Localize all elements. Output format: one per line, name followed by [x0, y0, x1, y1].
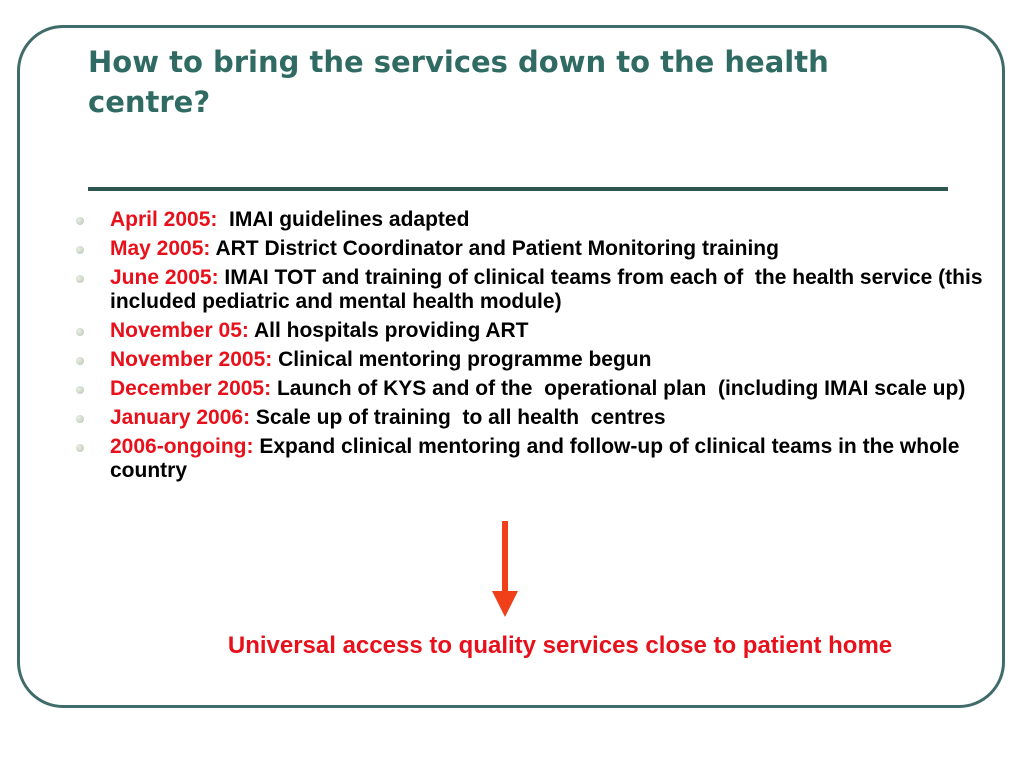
list-item	[76, 377, 1006, 401]
title-divider	[88, 187, 948, 191]
list-item	[76, 406, 1006, 430]
list-item	[76, 319, 1006, 343]
list-item	[76, 208, 1006, 232]
item-date: December 2005:	[110, 377, 272, 400]
bullet-icon	[76, 217, 84, 225]
bullet-icon	[76, 246, 84, 254]
item-date: November 05:	[110, 319, 249, 342]
item-text: ART District Coordinator and Patient Monitoring training	[210, 237, 779, 260]
item-date: May 2005:	[110, 237, 211, 260]
conclusion-text: Universal access to quality services close to patient home	[227, 632, 893, 659]
bullet-icon	[76, 328, 84, 336]
bullet-icon	[76, 415, 84, 423]
item-date: November 2005:	[110, 348, 273, 371]
item-text: IMAI guidelines adapted	[217, 208, 470, 231]
down-arrow-icon	[492, 521, 518, 617]
item-text: IMAI TOT and training of clinical teams from each of the health service (this included pediatric and mental health module)	[110, 266, 989, 313]
list-item	[76, 435, 1006, 483]
item-date: June 2005:	[110, 266, 219, 289]
item-text: Launch of KYS and of the operational plan (including IMAI scale up)	[271, 377, 966, 400]
list-item	[76, 237, 1006, 261]
bullet-icon	[76, 386, 84, 394]
slide-title: How to bring the services down to the health centre?	[88, 45, 829, 119]
item-text: Clinical mentoring programme begun	[272, 348, 652, 371]
item-date: January 2006:	[110, 406, 251, 429]
bullet-icon	[76, 357, 84, 365]
item-text: All hospitals providing ART	[248, 319, 529, 342]
item-text: Expand clinical mentoring and follow-up of clinical teams in the whole country	[110, 435, 966, 482]
list-item	[76, 348, 1006, 372]
timeline-list	[76, 208, 1006, 488]
item-date: April 2005:	[110, 208, 218, 231]
bullet-icon	[76, 444, 84, 452]
bullet-icon	[76, 275, 84, 283]
item-text: Scale up of training to all health centres	[250, 406, 666, 429]
item-date: 2006-ongoing:	[110, 435, 254, 458]
list-item	[76, 266, 1006, 314]
